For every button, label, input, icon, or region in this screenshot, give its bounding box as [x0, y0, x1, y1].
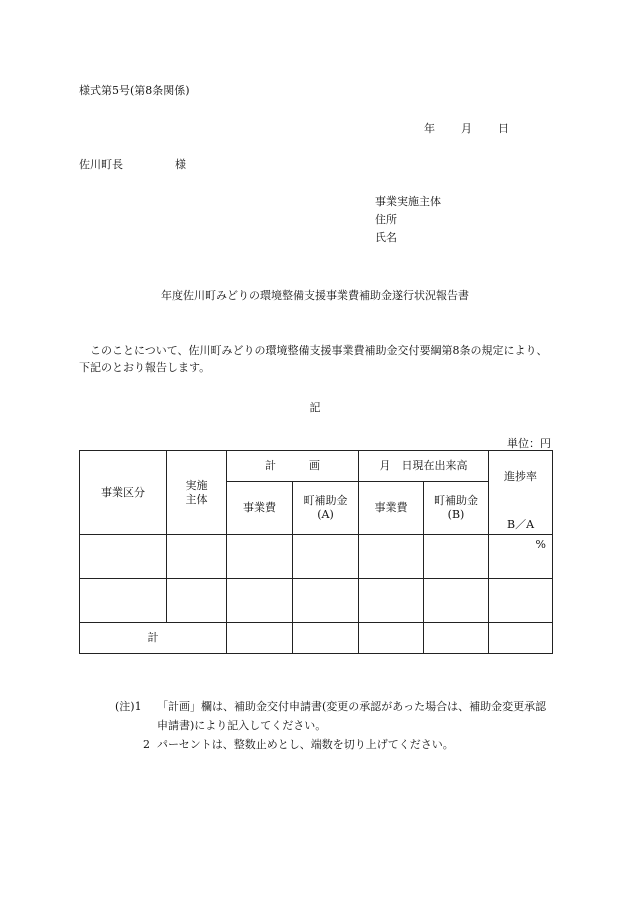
sender-block [375, 193, 441, 247]
total-plan-subsidy[interactable] [293, 623, 359, 654]
cell-rate[interactable] [489, 579, 553, 623]
total-rate[interactable] [489, 623, 553, 654]
document-title: 年度佐川町みどりの環境整備支援事業費補助金遂行状況報告書 [161, 289, 469, 302]
header-plan-subsidy [293, 482, 359, 535]
total-plan-cost[interactable] [227, 623, 293, 654]
sender-entity: 事業実施主体 [375, 195, 441, 208]
cell-category[interactable] [80, 535, 167, 579]
note-2 [115, 735, 557, 754]
total-label: 計 [80, 623, 227, 654]
addressee: 佐川町長 [79, 158, 123, 171]
header-category: 事業区分 [80, 451, 167, 535]
date-year: 年 [424, 122, 435, 135]
note-2-text: パーセントは、整数止めとし、端数を切り上げてください。 [157, 738, 454, 751]
cell-category[interactable] [80, 579, 167, 623]
percent-sign: % [535, 538, 546, 551]
cell-current-cost[interactable] [359, 535, 424, 579]
cell-plan-cost[interactable] [227, 535, 293, 579]
cell-entity[interactable] [167, 535, 227, 579]
sender-address: 住所 [375, 213, 397, 226]
total-current-cost[interactable] [359, 623, 424, 654]
table-row [80, 579, 553, 623]
header-current-subsidy-label: 町補助金(B) [434, 494, 478, 521]
date-line [424, 120, 509, 136]
note-2-label: 2 [143, 738, 150, 751]
header-rate-formula: B／A [506, 518, 535, 531]
note-1 [115, 697, 557, 735]
total-row [80, 623, 553, 654]
notes [115, 697, 557, 754]
ki-heading: 記 [309, 401, 321, 414]
header-plan-subsidy-label: 町補助金(A) [303, 494, 348, 521]
cell-current-subsidy[interactable] [424, 535, 489, 579]
unit-label: 単位：円 [507, 437, 551, 450]
addressee-line [79, 156, 186, 172]
body-paragraph: このことについて、佐川町みどりの環境整備支援事業費補助金交付要綱第8条の規定により、下記のとおり報告します。 [79, 344, 548, 374]
header-rate [489, 451, 553, 535]
note-1-text: 「計画」欄は、補助金交付申請書(変更の承認があった場合は、補助金変更承認申請書)により記入してください。 [157, 700, 547, 732]
header-plan: 計 画 [227, 451, 359, 482]
header-current: 月 日現在出来高 [359, 451, 489, 482]
report-table [79, 450, 553, 654]
table-row [80, 535, 553, 579]
cell-plan-subsidy[interactable] [293, 579, 359, 623]
cell-plan-subsidy[interactable] [293, 535, 359, 579]
sender-name: 氏名 [375, 231, 397, 244]
cell-current-subsidy[interactable] [424, 579, 489, 623]
cell-current-cost[interactable] [359, 579, 424, 623]
note-1-label: (注)1 [115, 700, 142, 713]
header-rate-label: 進捗率 [504, 470, 537, 483]
date-day: 日 [498, 122, 509, 135]
cell-plan-cost[interactable] [227, 579, 293, 623]
cell-entity[interactable] [167, 579, 227, 623]
header-current-subsidy [424, 482, 489, 535]
header-current-cost: 事業費 [359, 482, 424, 535]
header-entity-label: 実施主体 [185, 478, 208, 506]
cell-rate[interactable] [489, 535, 553, 579]
form-number: 様式第5号(第8条関係) [79, 84, 190, 97]
header-entity [167, 451, 227, 535]
header-plan-cost: 事業費 [227, 482, 293, 535]
date-month: 月 [461, 122, 472, 135]
total-current-subsidy[interactable] [424, 623, 489, 654]
addressee-suffix: 様 [175, 158, 186, 171]
